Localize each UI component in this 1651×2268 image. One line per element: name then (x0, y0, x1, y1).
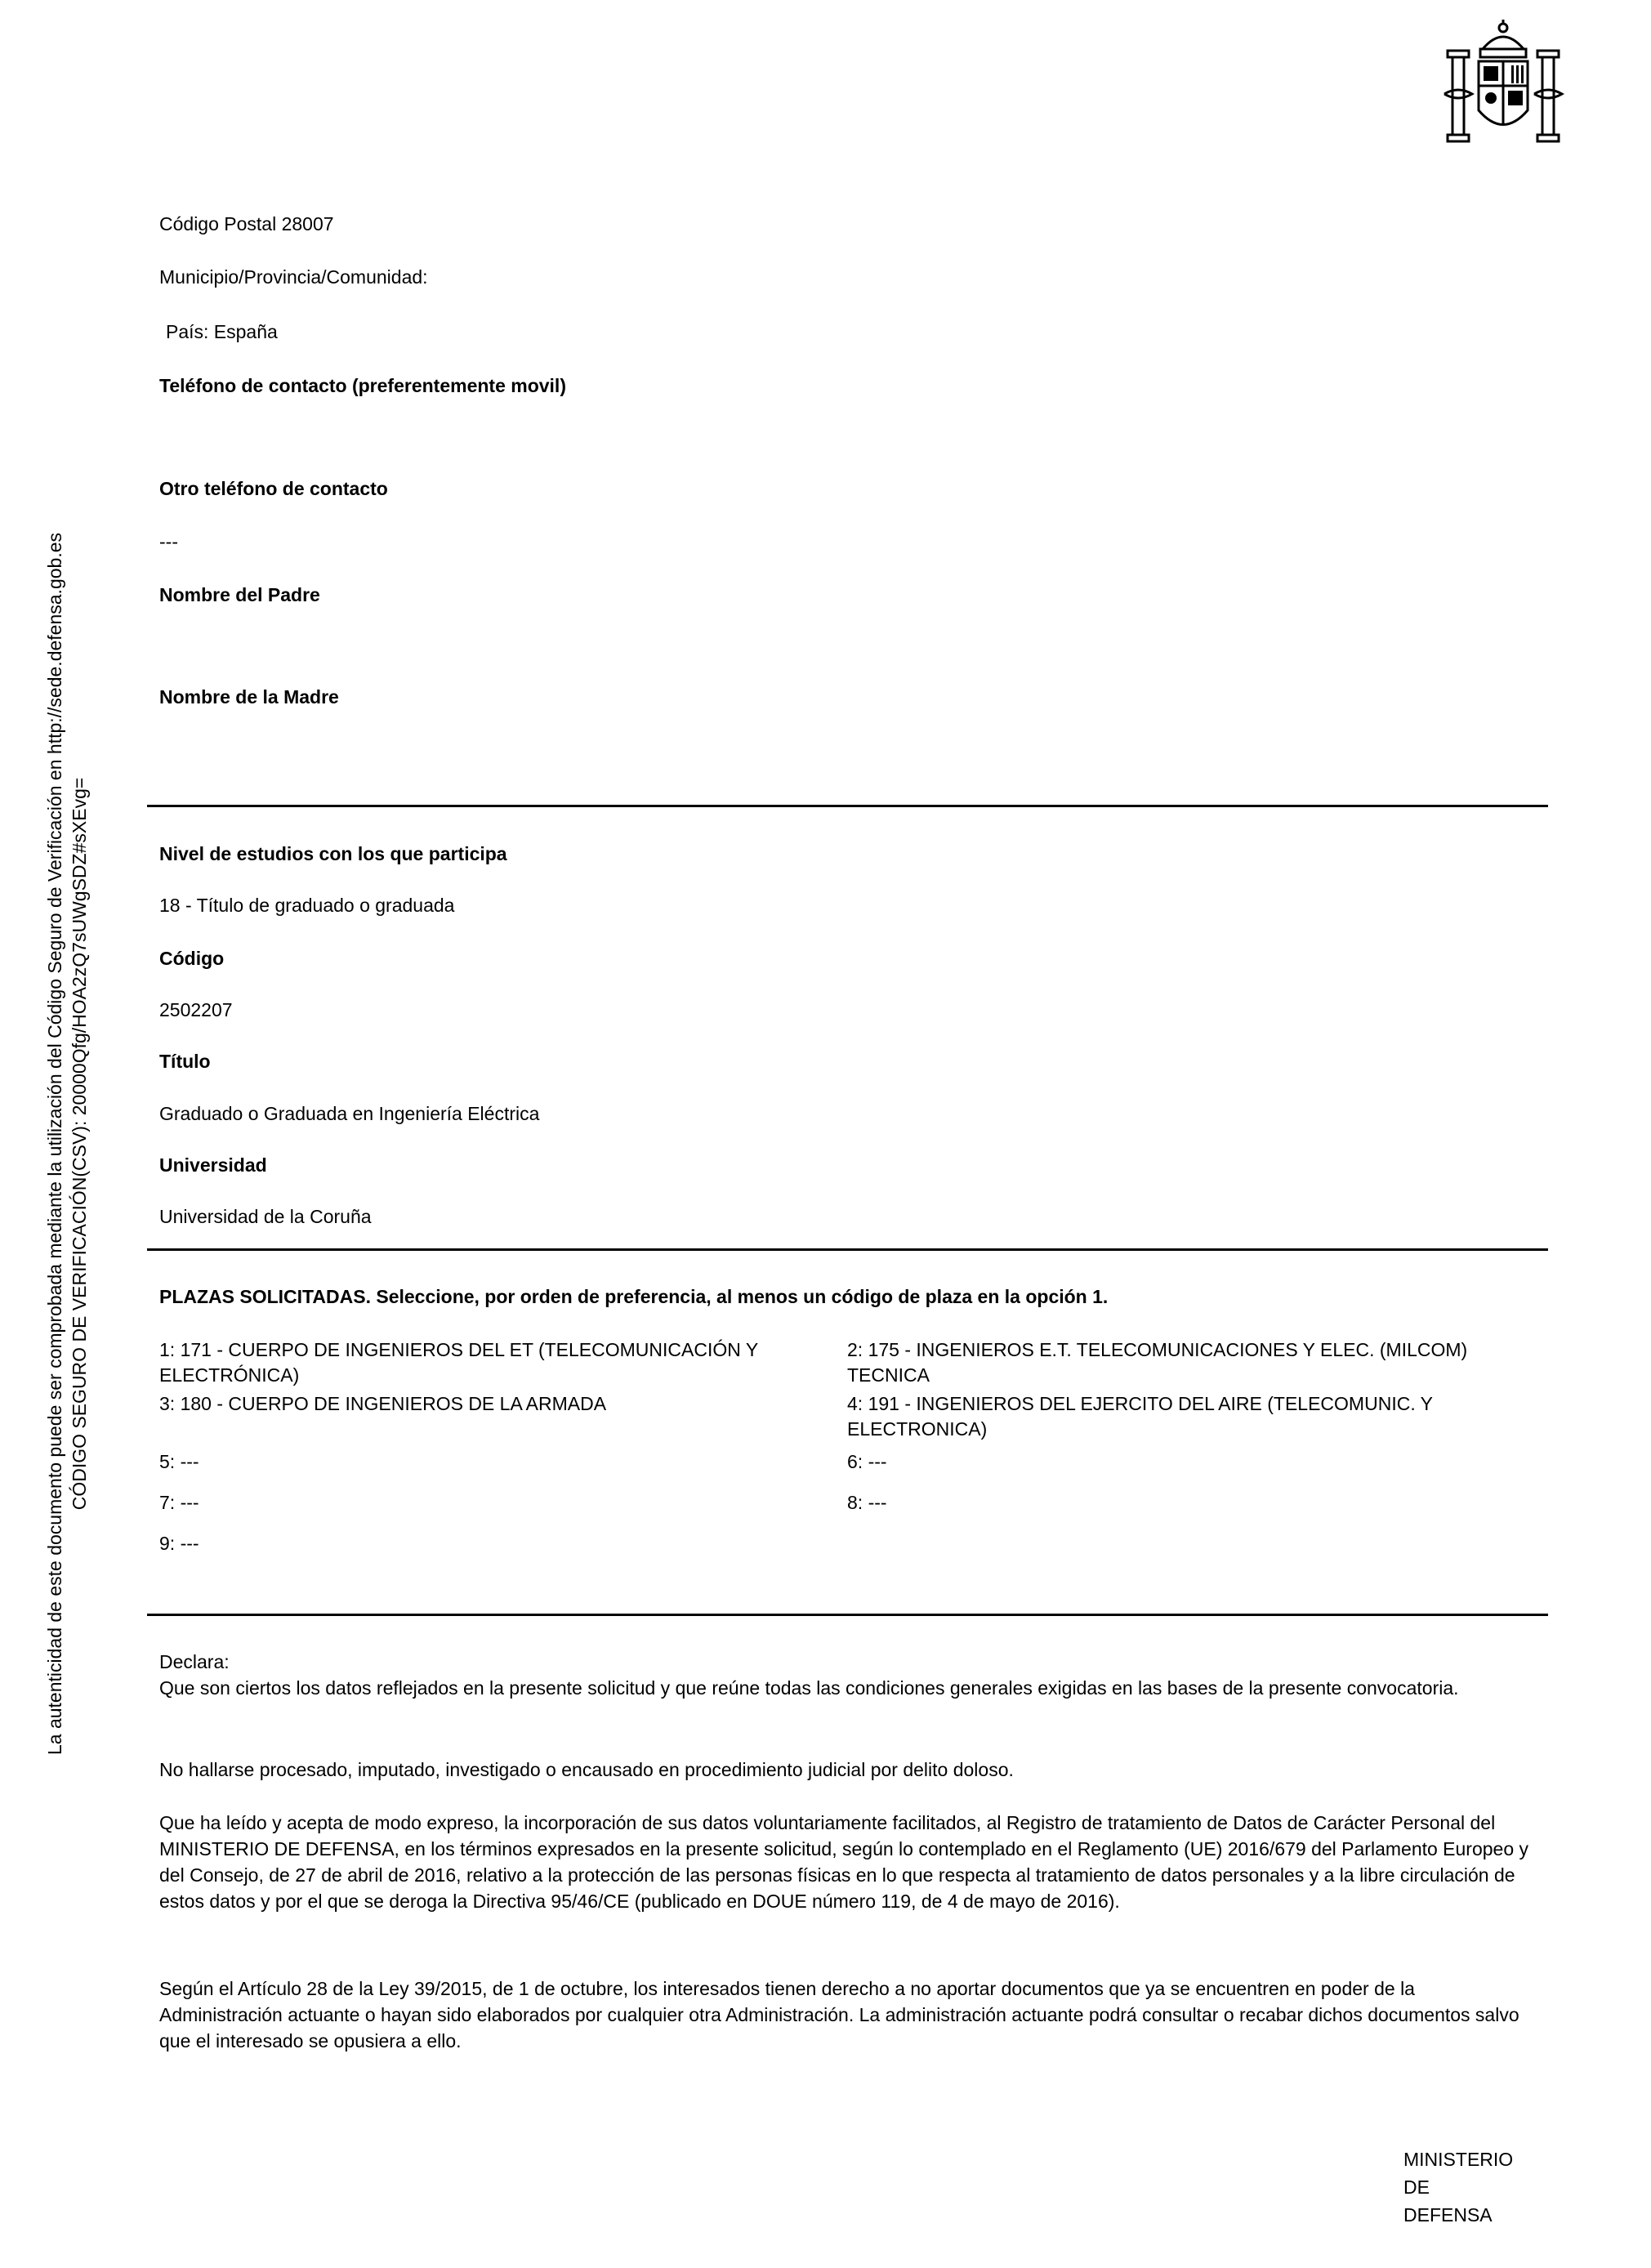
study-level-label: Nivel de estudios con los que participa (159, 843, 507, 864)
plaza-option-9: 9: --- (159, 1533, 199, 1554)
section-divider (147, 805, 1548, 807)
declaration-paragraph-4: Según el Artículo 28 de la Ley 39/2015, de 1 de octubre, los interesados tienen derecho a no aportar documentos que ya se encuentren en poder de la Administración actuante o hayan sido elaborados por cualquier otra Administración. La administración actuante podrá consultar o recabar dichos documentos salvo que el interesado se opusiera a ello. (159, 1978, 1519, 2051)
plaza-option-6: 6: --- (847, 1451, 887, 1472)
father-name-label: Nombre del Padre (159, 584, 320, 605)
title-label: Título (159, 1051, 211, 1072)
declaration-heading: Declara: (159, 1651, 230, 1672)
plazas-heading: PLAZAS SOLICITADAS. Seleccione, por orden de preferencia, al menos un código de plaza en la opción 1. (159, 1286, 1109, 1307)
declaration-paragraph-1: Que son ciertos los datos reflejados en la presente solicitud y que reúne todas las condiciones generales exigidas en las bases de la presente convocatoria. (159, 1677, 1459, 1699)
code-value: 2502207 (159, 999, 233, 1020)
ministry-signature (1403, 2145, 1513, 2229)
plaza-option-1: 1: 171 - CUERPO DE INGENIEROS DEL ET (TELECOMUNICACIÓN Y ELECTRÓNICA) (159, 1339, 758, 1386)
ministry-line-1: MINISTERIO (1403, 2149, 1514, 2170)
coat-of-arms-emblem (1438, 16, 1568, 147)
plaza-option-3: 3: 180 - CUERPO DE INGENIEROS DE LA ARMADA (159, 1393, 607, 1414)
other-phone-label: Otro teléfono de contacto (159, 478, 388, 499)
municipality-label: Municipio/Provincia/Comunidad: (159, 266, 428, 288)
code-label: Código (159, 948, 225, 969)
title-value: Graduado o Graduada en Ingeniería Eléctrica (159, 1103, 540, 1124)
mother-name-label: Nombre de la Madre (159, 686, 339, 708)
phone-label: Teléfono de contacto (preferentemente movil) (159, 375, 566, 396)
plaza-option-4: 4: 191 - INGENIEROS DEL EJERCITO DEL AIRE (TELECOMUNIC. Y ELECTRONICA) (847, 1393, 1433, 1440)
declaration-paragraph-2: No hallarse procesado, imputado, investigado o encausado en procedimiento judicial por delito doloso. (159, 1759, 1014, 1780)
university-label: Universidad (159, 1154, 267, 1176)
csv-line-1: La autenticidad de este documento puede ser comprobada mediante la utilización del Código Seguro de Verificación en http://sede.defensa.gob.es (44, 533, 65, 1756)
section-divider (147, 1614, 1548, 1616)
plaza-option-8: 8: --- (847, 1492, 887, 1513)
other-phone-value: --- (159, 531, 178, 552)
declaration-paragraph-3: Que ha leído y acepta de modo expreso, la incorporación de sus datos voluntariamente facilitados, al Registro de tratamiento de Datos de Carácter Personal del MINISTERIO DE DEFENSA, en los términos expresados en la presente solicitud, según lo contemplado en el Reglamento (UE) 2016/679 del Parlamento Europeo y del Consejo, de 27 de abril de 2016, relativo a la protección de las personas físicas en lo que respecta al tratamiento de datos personales y a la libre circulación de estos datos y por el que se deroga la Directiva 95/46/CE (publicado en DOUE número 119, de 4 de mayo de 2016). (159, 1812, 1529, 1912)
study-level-value: 18 - Título de graduado o graduada (159, 895, 455, 916)
ministry-line-2: DE (1403, 2176, 1430, 2198)
ministry-line-3: DEFENSA (1403, 2204, 1493, 2226)
plaza-option-2: 2: 175 - INGENIEROS E.T. TELECOMUNICACIONES Y ELEC. (MILCOM) TECNICA (847, 1339, 1468, 1386)
country: País: España (166, 321, 278, 342)
plaza-option-7: 7: --- (159, 1492, 199, 1513)
section-divider (147, 1248, 1548, 1251)
university-value: Universidad de la Coruña (159, 1206, 372, 1227)
postal-code: Código Postal 28007 (159, 213, 334, 234)
csv-verification-text (42, 470, 91, 1818)
csv-line-2: CÓDIGO SEGURO DE VERIFICACIÓN(CSV): 20000Qfg/HOA2zQ7sUWgSDZ#sXEvg= (69, 777, 90, 1511)
plaza-option-5: 5: --- (159, 1451, 199, 1472)
